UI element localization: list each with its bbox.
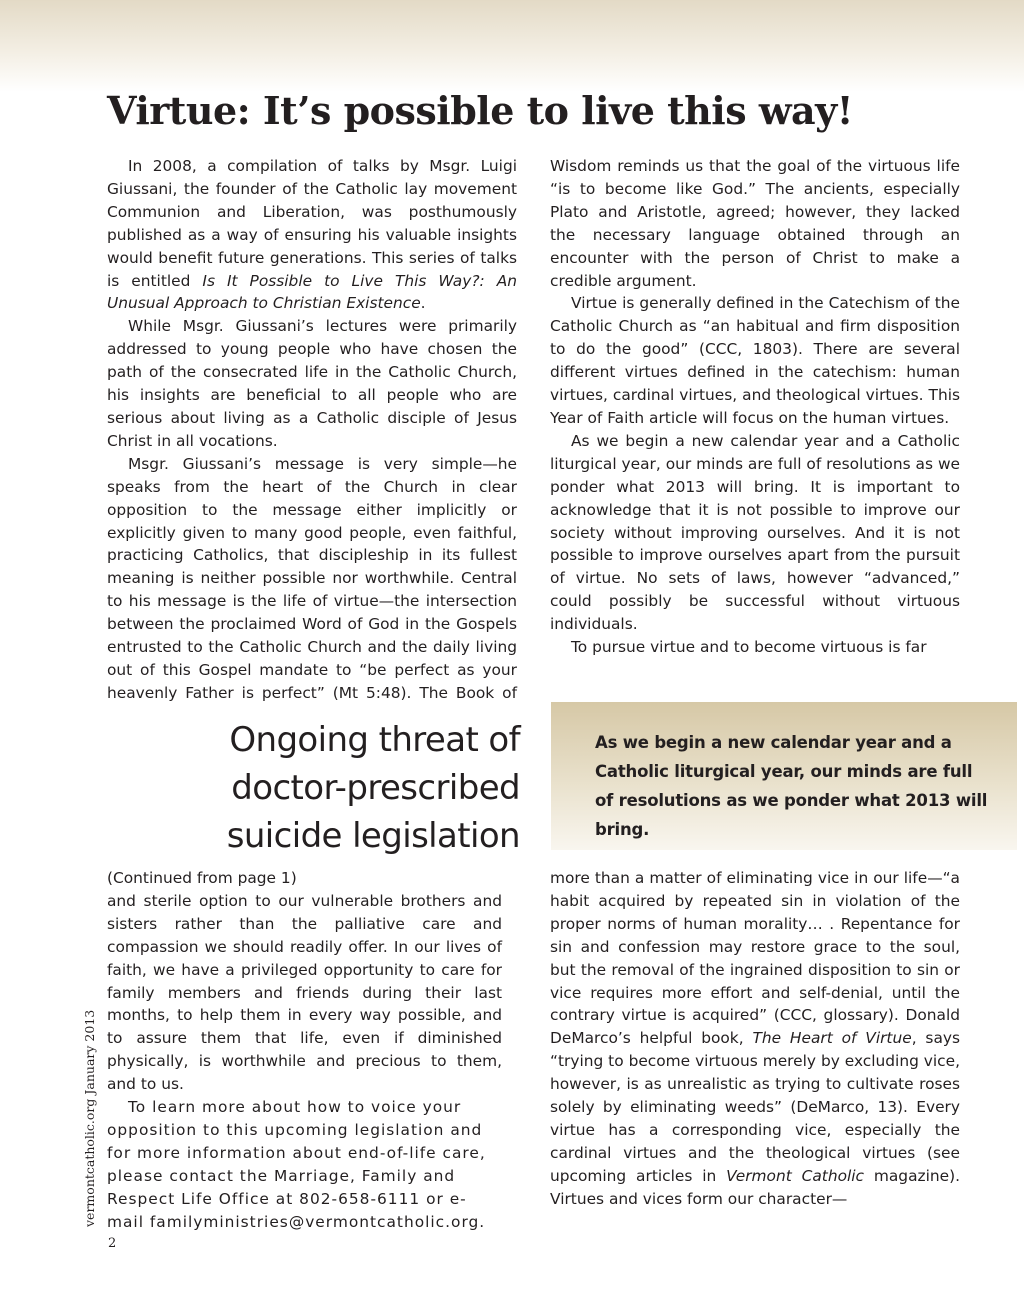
article-2-title: Ongoing threat of doctor-prescribed suicide legislation bbox=[226, 720, 520, 856]
issue-label: vermontcatholic.org January 2013 bbox=[82, 1009, 97, 1227]
continued-note: (Continued from page 1) bbox=[107, 869, 297, 887]
article-column-3 bbox=[550, 867, 960, 1211]
paragraph-text: , says “trying to become virtuous merely by excluding vice, however, is as unrealistic as trying to cultivate roses solely by eliminating weeds” (DeMarco, 13). Every virtue has a corresponding vice, especially the cardinal virtues and the theological virtues (see upcoming articles in bbox=[550, 1029, 960, 1185]
magazine-title: Vermont Catholic bbox=[726, 1166, 865, 1185]
article-paragraph: As we begin a new calendar year and a Catholic liturgical year, our minds are full of resolutions as we ponder what 2013 will bring. It is important to acknowledge that it is not possible to improve our society without improving ourselves. And it is not possible to improve ourselves apart from the pursuit of virtue. No sets of laws, however “advanced,” could possibly be successful without virtuous individuals. bbox=[550, 431, 960, 634]
contact-paragraph: To learn more about how to voice your opposition to this upcoming legislation and for more information about end-of-life care, please contact the Marriage, Family and Respect Life Office at 802-658-6111 or e-mail familyministries@vermontcatholic.org. bbox=[107, 1098, 486, 1231]
article-paragraph: and sterile option to our vulnerable brothers and sisters rather than the palliative care and compassion we should readily offer. In our lives of faith, we have a privileged opportunity to care for family members and friends during their last months, to help them in every way possible, and to assure them that life, even if diminished physically, is worthwhile and precious to them, and to us. bbox=[107, 891, 502, 1094]
page-number: 2 bbox=[108, 1236, 117, 1251]
article-paragraph: Msgr. Giussani’s message is very simple—he speaks from the heart of the Church in clear opposition to the message either implicitly or explicitly given to many good people, even faithful, practicing Catholics, that discipleship in its fullest meaning is neither possible nor worthwhile. Central to his message is the life of virtue—the intersection between the proclaimed Word of God in the Gospels entrusted to the Catholic Church and the daily living out of this Gospel mandate to “be perfect as your heavenly Father is perfect” (Mt 5:48). The Book of bbox=[107, 454, 517, 702]
article-column-1 bbox=[107, 155, 517, 705]
article-paragraph: Virtue is generally defined in the Catechism of the Catholic Church as “an habitual and firm disposition to do the good” (CCC, 1803). There are several different virtues defined in the catechism: human virtues, cardinal virtues, and theological virtues. This Year of Faith article will focus on the human virtues. bbox=[550, 294, 960, 427]
paragraph-text: In 2008, a compilation of talks by Msgr. Luigi Giussani, the founder of the Catholic lay movement Communion and Liberation, was posthumously published as a way of ensuring his valuable insights would benefit future generations. This series of talks is entitled bbox=[107, 157, 517, 290]
article-paragraph: While Msgr. Giussani’s lectures were primarily addressed to young people who have chosen the path of the consecrated life in the Catholic Church, his insights are beneficial to all people who are serious about living as a Catholic disciple of Jesus Christ in all vocations. bbox=[107, 317, 517, 450]
paragraph-text: more than a matter of eliminating vice in our life—“a habit acquired by repeated sin in violation of the proper norms of human morality… . Repentance for sin and confession may restore grace to the soul, but the removal of the ingrained disposition to sin or vice requires more effort and self-denial, until the contrary virtue is acquired” (CCC, glossary). Donald DeMarco’s helpful book, bbox=[550, 869, 960, 1048]
article-2-column bbox=[107, 867, 502, 1234]
article-paragraph: Wisdom reminds us that the goal of the virtuous life “is to become like God.” The ancients, especially Plato and Aristotle, agreed; however, they lacked the necessary language obtained through an encounter with the person of Christ to make a credible argument. bbox=[550, 157, 960, 290]
book-title: The Heart of Virtue bbox=[752, 1029, 912, 1048]
header-band bbox=[0, 0, 1024, 92]
paragraph-text: . bbox=[420, 294, 426, 313]
page-title: Virtue: It’s possible to live this way! bbox=[107, 88, 853, 133]
article-paragraph bbox=[550, 867, 960, 1211]
article-column-2 bbox=[550, 155, 960, 659]
pull-quote: As we begin a new calendar year and a Catholic liturgical year, our minds are full of resolutions as we ponder what 2013 will bring. bbox=[595, 733, 988, 839]
pull-quote-box bbox=[551, 702, 1017, 850]
book-title: Is It Possible to Live This Way?: An Unusual Approach to Christian Existence bbox=[107, 271, 517, 313]
paragraph-text: magazine). Virtues and vices form our character— bbox=[550, 1166, 960, 1208]
article-paragraph: To pursue virtue and to become virtuous is far bbox=[571, 638, 927, 657]
article-paragraph bbox=[107, 155, 517, 315]
